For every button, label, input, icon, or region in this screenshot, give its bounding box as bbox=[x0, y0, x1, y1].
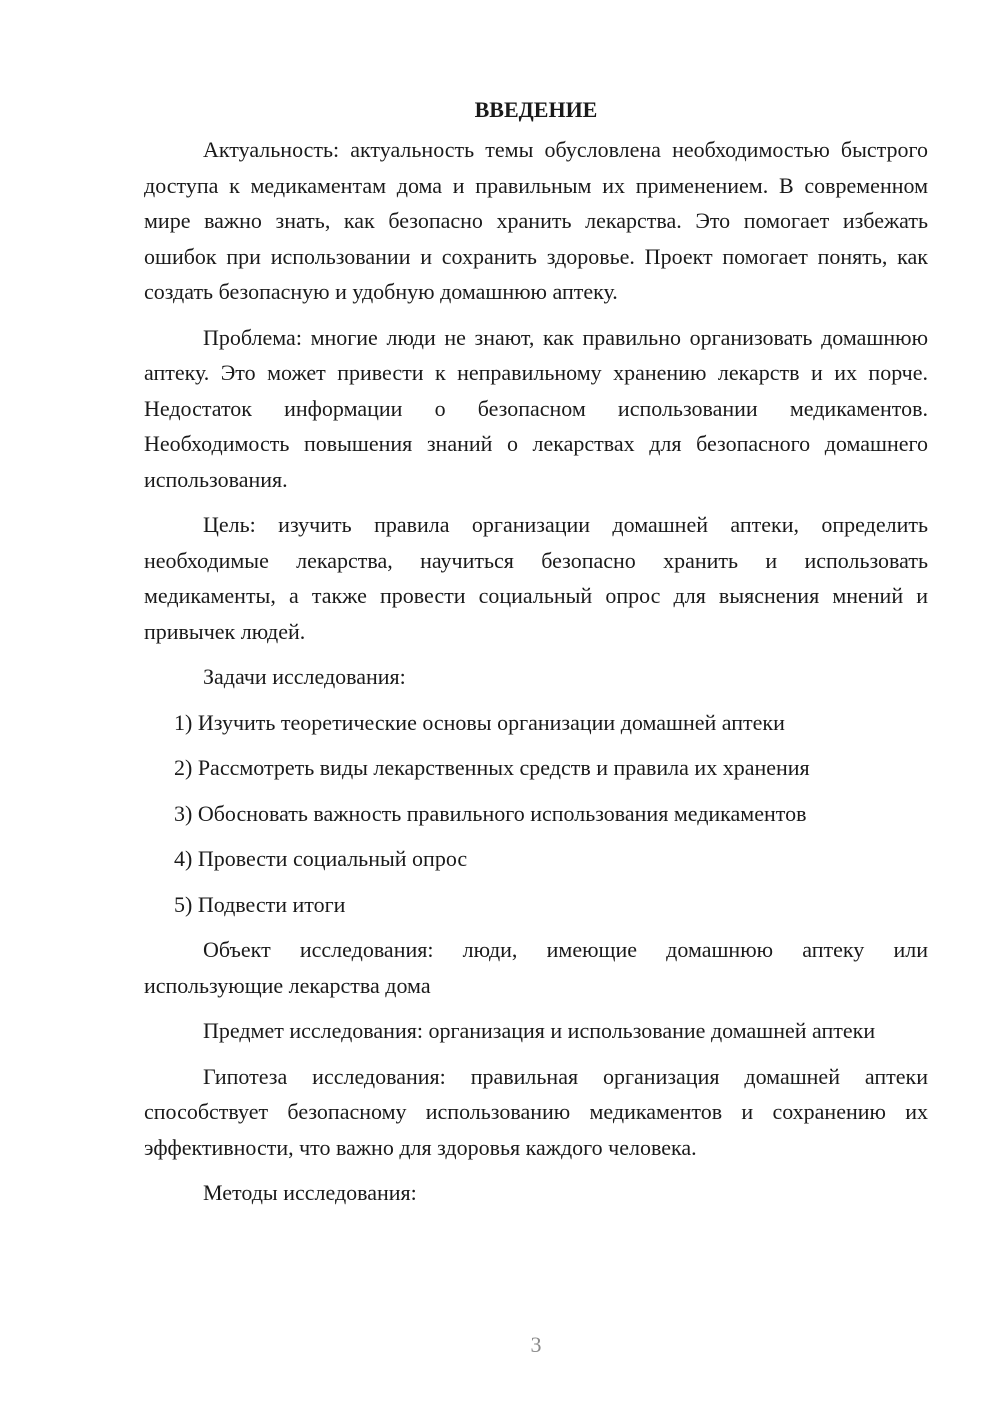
goal-paragraph: Цель: изучить правила организации домашней аптеки, определить необходимые лекарства, научиться безопасно хранить и использовать медикаменты, а также провести социальный опрос для выяснения мнений и привычек людей. bbox=[144, 512, 928, 644]
object-paragraph: Объект исследования: люди, имеющие домашнюю аптеку или использующие лекарства дома bbox=[144, 937, 928, 998]
methods-label: Методы исследования: bbox=[203, 1180, 417, 1205]
list-item: 1) Изучить теоретические основы организации домашней аптеки bbox=[174, 709, 785, 735]
list-item: 5) Подвести итоги bbox=[174, 891, 346, 917]
problem-paragraph: Проблема: многие люди не знают, как правильно организовать домашнюю аптеку. Это может привести к неправильному хранению лекарств и их порче. Недостаток информации о безопасном использовании медикаментов. Необходимость повышения знаний о лекарствах для безопасного домашнего использования. bbox=[144, 324, 928, 492]
page-title: ВВЕДЕНИЕ bbox=[474, 97, 598, 122]
page-number: 3 bbox=[530, 1332, 542, 1357]
list-item: 3) Обосновать важность правильного использования медикаментов bbox=[174, 800, 807, 826]
tasks-list bbox=[144, 705, 928, 923]
list-item: 2) Рассмотреть виды лекарственных средств и правила их хранения bbox=[174, 755, 810, 780]
document-page bbox=[144, 92, 928, 1221]
tasks-label: Задачи исследования: bbox=[203, 664, 406, 689]
relevance-paragraph: Актуальность: актуальность темы обусловлена необходимостью быстрого доступа к медикаментам дома и правильным их применением. В современном мире важно знать, как безопасно хранить лекарства. Это помогает избежать ошибок при использовании и сохранить здоровье. Проект помогает понять, как создать безопасную и удобную домашнюю аптеку. bbox=[144, 137, 928, 304]
subject-paragraph: Предмет исследования: организация и использование домашней аптеки bbox=[203, 1018, 876, 1043]
list-item: 4) Провести социальный опрос bbox=[174, 846, 468, 871]
hypothesis-paragraph: Гипотеза исследования: правильная организация домашней аптеки способствует безопасному использованию медикаментов и сохранению их эффективности, что важно для здоровья каждого человека. bbox=[144, 1063, 928, 1160]
